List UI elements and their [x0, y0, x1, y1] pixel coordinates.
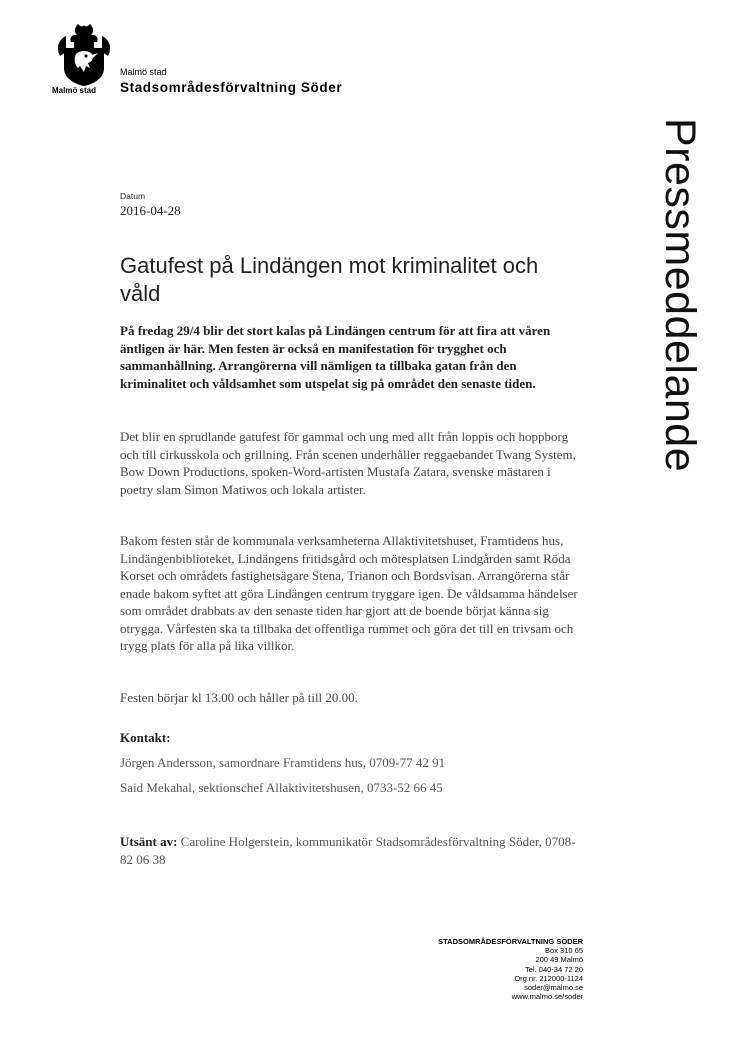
footer-line: Box 310 65: [545, 946, 583, 956]
logo-caption: Malmö stad: [52, 86, 97, 95]
document-type-label: Pressmeddelande: [656, 118, 704, 473]
sent-by-label: Utsänt av:: [120, 834, 178, 849]
body-paragraph: Festen börjar kl 13.00 och håller på till 20.00.: [120, 690, 358, 705]
footer-address: [438, 937, 583, 1001]
coat-of-arms-icon: [52, 22, 116, 88]
footer-website[interactable]: www.malmo.se/soder: [511, 992, 583, 1002]
date-value: 2016-04-28: [120, 203, 181, 218]
lead-paragraph: På fredag 29/4 blir det stort kalas på Lindängen centrum för att fira att våren äntligen är här. Men festen är också en manifestation för trygghet och sammanhållning. Arrangörerna vill nämligen ta tillbaka gatan från den kriminalitet och våldsamhet som utspelat sig på området den senaste tiden.: [120, 323, 551, 391]
footer-org: STADSOMRÅDESFÖRVALTNING SÖDER: [438, 937, 583, 946]
footer-line: Org.nr. 212000-1124: [514, 973, 583, 983]
body-paragraph: Det blir en sprudlande gatufest för gammal och ung med allt från loppis och hoppborg och till cirkusskola och grillning. Från scenen underhåller reggaebandet Twang System, Bow Down Productions, spoken-Word-artisten Mustafa Zatara, svenske mästaren i poetry slam Simon Matiwos och lokala artister.: [120, 429, 576, 497]
sent-by: [120, 833, 582, 868]
department-name: Stadsområdesförvaltning Söder: [120, 80, 343, 95]
date-label: Datum: [120, 191, 146, 201]
body-paragraph: Bakom festen står de kommunala verksamheterna Allaktivitetshuset, Framtidens hus, Lindängenbiblioteket, Lindängens fritidsgård och mötesplatsen Lindgården samt Röda Korset och områdets fastighetsägare Stena, Trianon och Bordsvisan. Arrangörerna står enade bakom syftet att göra Lindängen centrum tryggare igen. De våldsamma händelser som området drabbats av den senaste tiden har gjort att de boende börjat känna sig otrygga. Vårfesten ska ta tillbaka det offentliga rummet och göra det till en trivsam och trygg plats för alla på lika villkor.: [120, 533, 578, 653]
press-release-headline: Gatufest på Lindängen mot kriminalitet och våld: [120, 253, 539, 306]
footer-line: 200 49 Malmö: [535, 955, 583, 965]
contact-line: Jörgen Andersson, samordnare Framtidens hus, 0709-77 42 91: [120, 755, 446, 770]
footer-email[interactable]: soder@malmo.se: [524, 983, 583, 993]
organization-name: Malmö stad: [120, 67, 167, 77]
contact-line: Said Mekahal, sektionschef Allaktivitetshusen, 0733-52 66 45: [120, 780, 443, 795]
contact-heading: Kontakt:: [120, 730, 171, 745]
sent-by-text: Caroline Holgerstein, kommunikatör Stadsområdesförvaltning Söder, 0708-82 06 38: [120, 834, 576, 867]
footer-line: Tel. 040-34 72 20: [525, 964, 583, 974]
